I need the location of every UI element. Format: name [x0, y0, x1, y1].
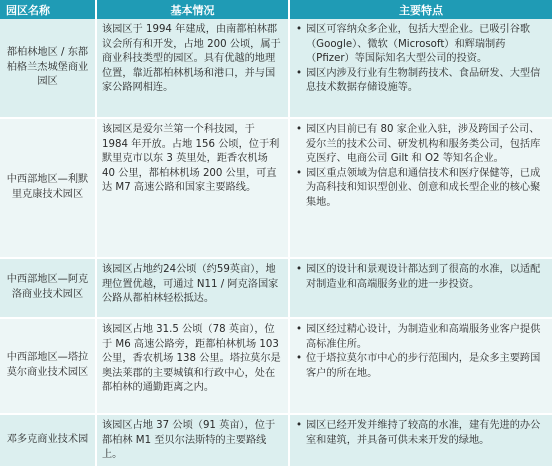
- table-row: [0, 318, 552, 414]
- table-row: [0, 258, 552, 318]
- basic-info-cell: 该园区于 1994 年建成，由南都柏林郡议会所有和开发，占地 200 公顷，属于商业科技类型的园区。具有优越的地理位置，靠近都柏林机场和港口，并与国家公路网相连。: [96, 19, 289, 118]
- feature-item: • 园区内涉及行业有生物制药技术、食品研发、大型信息技术数据存储设施等。: [306, 67, 547, 96]
- feature-item: • 园区重点领域为信息和通信技术和医疗保健等，已成为高科技和知识型创业、创意和成长型企业的核心聚集地。: [306, 167, 547, 211]
- features-cell: [289, 258, 552, 318]
- features-cell: [289, 318, 552, 414]
- basic-info-cell: 该园区占地 37 公顷（91 英亩），位于都柏林 M1 至贝尔法斯特的主要路线上。: [96, 414, 289, 467]
- features-list: [295, 123, 547, 211]
- features-list: [295, 419, 547, 448]
- features-list: [295, 23, 547, 96]
- feature-item: • 园区已经开发并维持了较高的水准，建有先进的办公室和建筑，并具备可供未来开发的绿地。: [306, 419, 547, 448]
- features-cell: [289, 118, 552, 258]
- features-cell: [289, 19, 552, 118]
- header-main-features: 主要特点: [289, 0, 552, 19]
- park-name-cell: 中西部地区—利默里克康技术园区: [0, 118, 96, 258]
- park-name-cell: 中西部地区—阿克洛商业技术园区: [0, 258, 96, 318]
- header-basic-info: 基本情况: [96, 0, 289, 19]
- feature-item: • 园区的设计和景观设计都达到了很高的水准，以适配对制造业和高端服务业的进一步投资。: [306, 263, 547, 292]
- table-row: [0, 19, 552, 118]
- park-name-cell: 邓多克商业技术园: [0, 414, 96, 467]
- feature-item: • 园区经过精心设计，为制造业和高端服务业客户提供高标准住所。: [306, 323, 547, 352]
- basic-info-cell: 该园区是爱尔兰第一个科技园，于 1984 年开放。占地 156 公顷，位于利默里克市以东 3 英里处，距香农机场 40 公里，都柏林机场 200 公里，可直达 M7 高速公路和国家主要路线。: [96, 118, 289, 258]
- feature-item: • 园区可容纳众多企业，包括大型企业。已吸引谷歌（Google）、微软（Microsoft）和辉瑞制药（Pfizer）等国际知名大型公司的投资。: [306, 23, 547, 67]
- header-row: [0, 0, 552, 19]
- basic-info-cell: 该园区占地 31.5 公顷（78 英亩），位于 M6 高速公路旁，距都柏林机场 103 公里，香农机场 138 公里。塔拉莫尔是奥法莱郡的主要城镇和行政中心，处在都柏林的通勤距离之内。: [96, 318, 289, 414]
- features-list: [295, 263, 547, 292]
- table-row: [0, 118, 552, 258]
- features-cell: [289, 414, 552, 467]
- feature-item: • 园区内目前已有 80 家企业入驻，涉及跨国子公司、爱尔兰的技术公司、研发机构和服务类公司，包括库克医疗、电商公司 Gilt 和 O2 等知名企业。: [306, 123, 547, 167]
- park-name-cell: 都柏林地区 / 东都柏格兰杰城堡商业园区: [0, 19, 96, 118]
- features-list: [295, 323, 547, 381]
- basic-info-cell: 该园区占地约24公顷（约59英亩），地理位置优越，可通过 N11 / 阿克洛国家公路从都柏林轻松抵达。: [96, 258, 289, 318]
- table-row: [0, 414, 552, 467]
- header-park-name: 园区名称: [0, 0, 96, 19]
- park-name-cell: 中西部地区—塔拉莫尔商业技术园区: [0, 318, 96, 414]
- feature-item: • 位于塔拉莫尔市中心的步行范围内，是众多主要跨国客户的所在地。: [306, 352, 547, 381]
